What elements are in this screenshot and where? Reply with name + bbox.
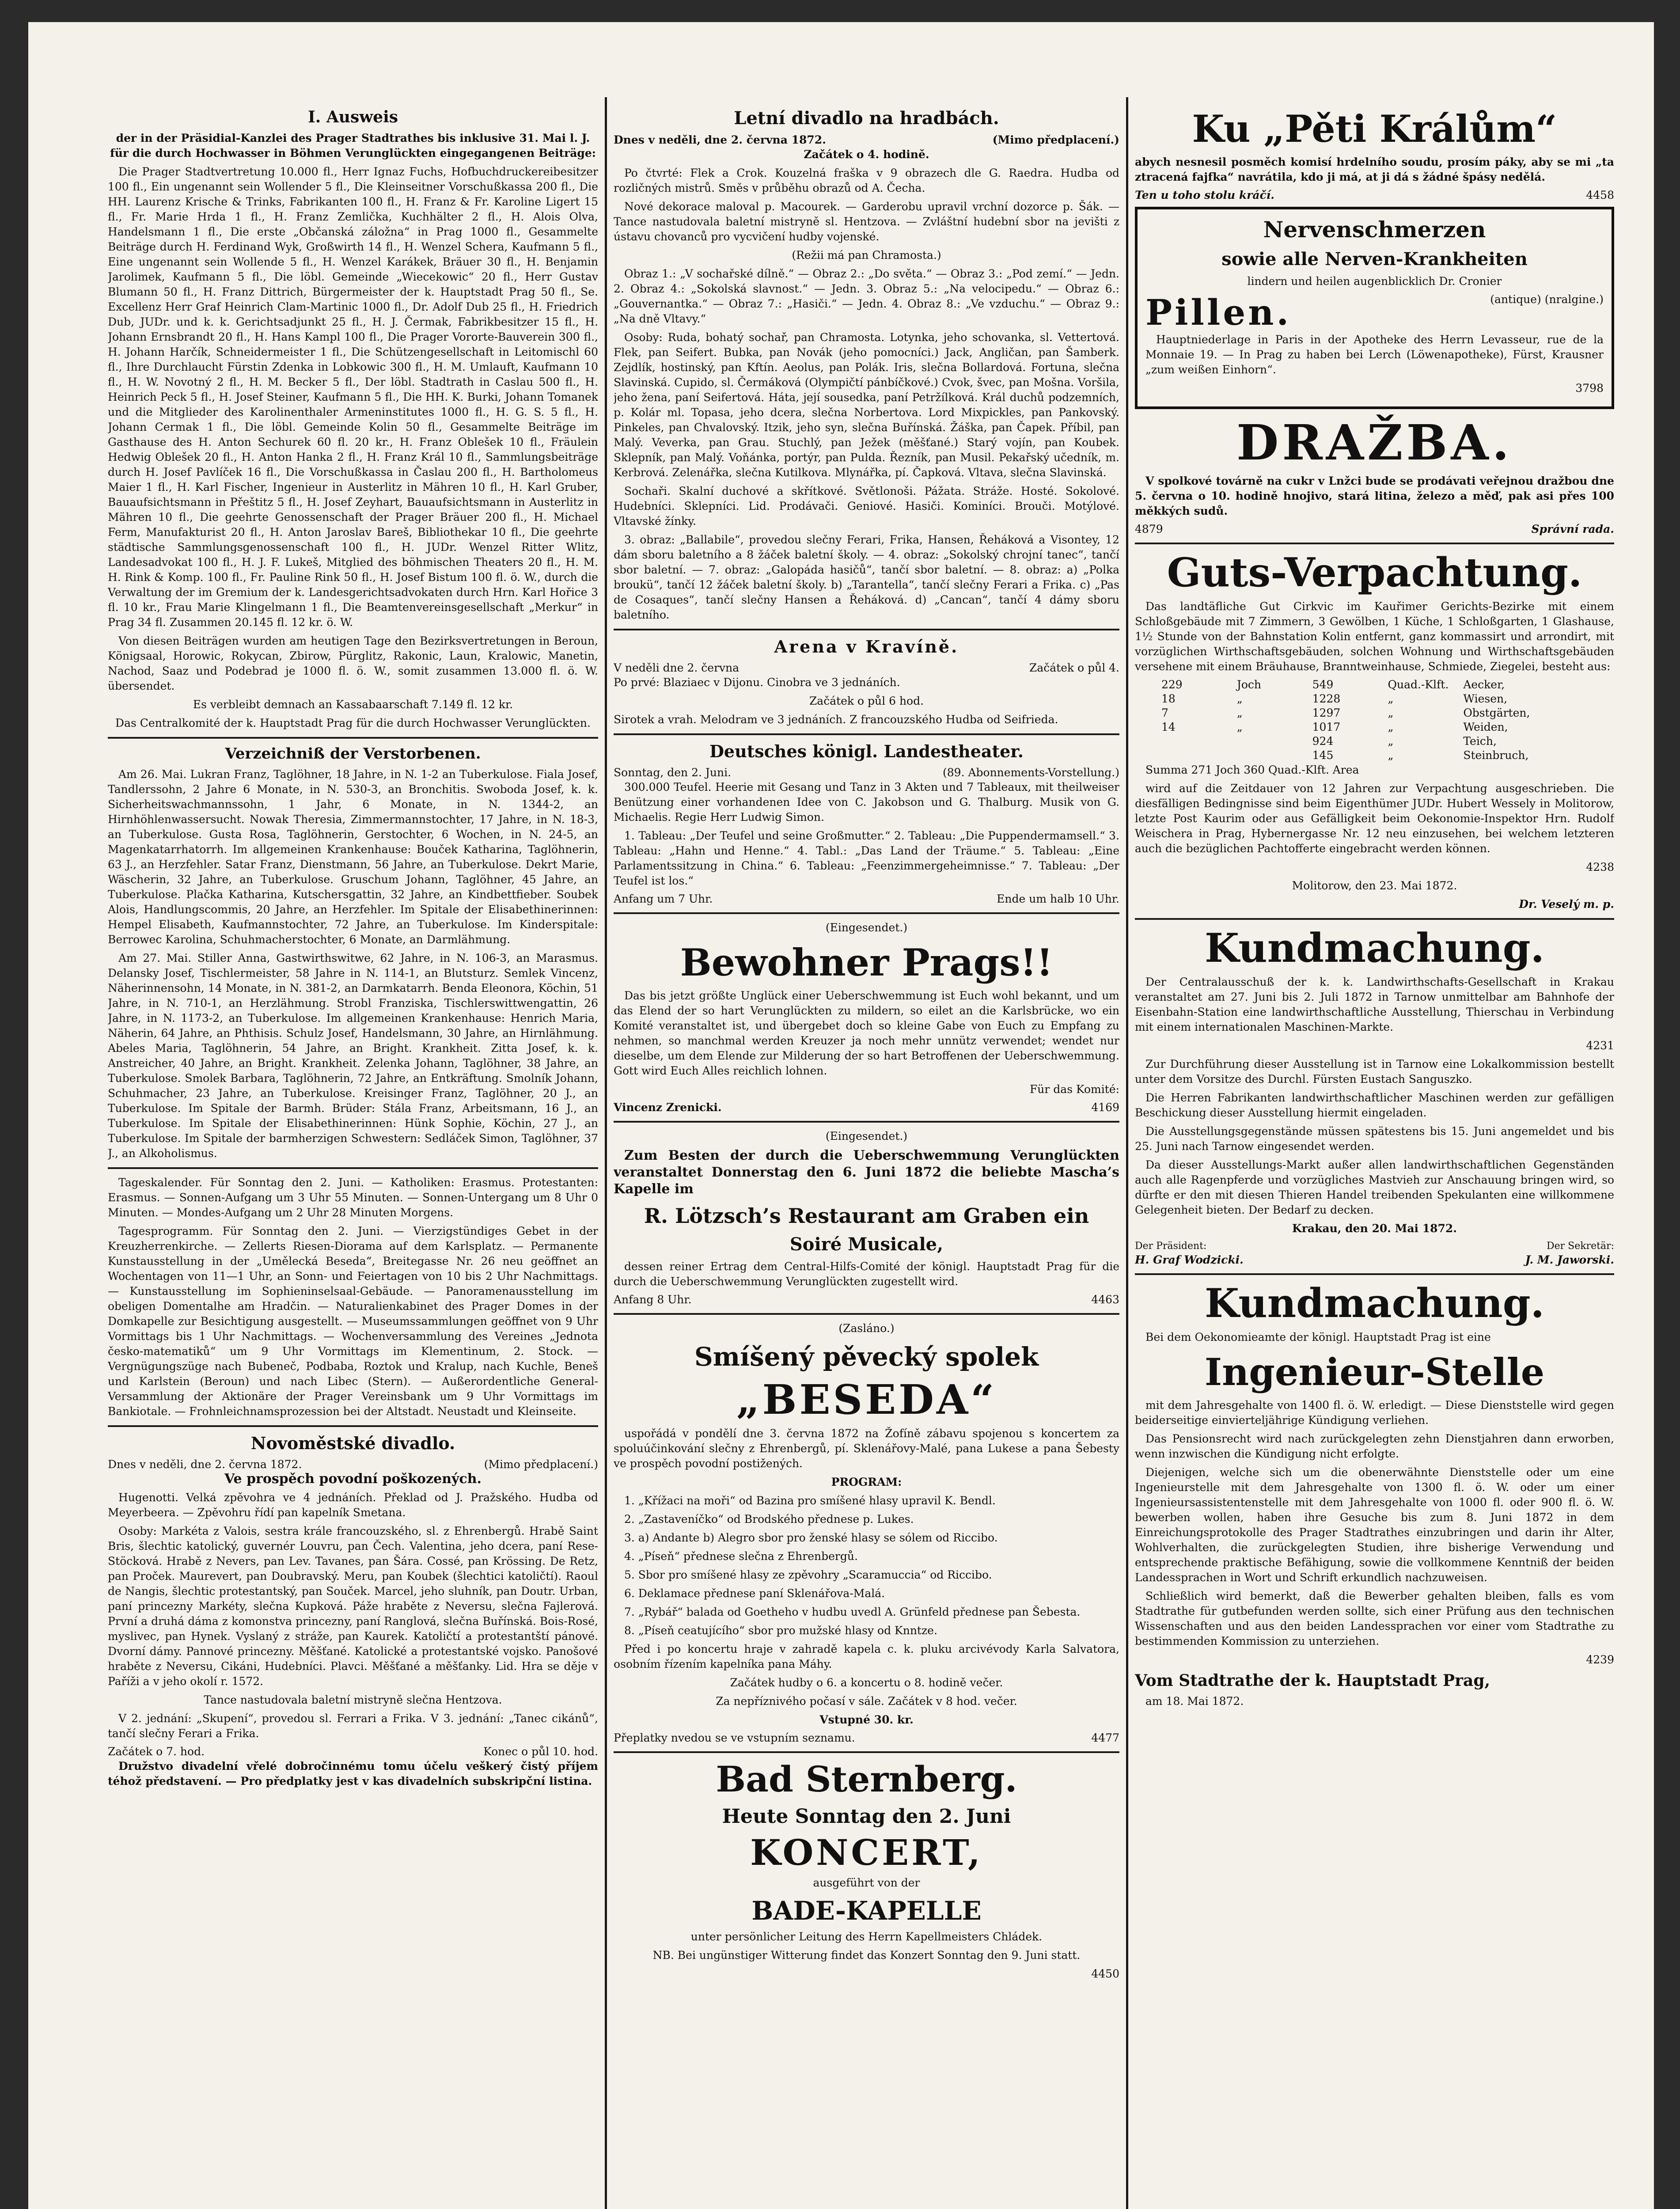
guts-item-amount: 549	[1312, 678, 1334, 691]
letni-osoby: Osoby: Ruda, bohatý sochař, pan Chramosta. Lotynka, jeho schovanka, sl. Vettertová. Flek, pan Seifert. Bubka, pan Novák (jeho pomocníci.) Jack, Angličan, pan Šamberk. Zejdlík, hostinský, pan Kftín. Aeolus, pan Polák. Iris, slečna Bollardová. Fortuna, slečna Slavinská. Cupido, sl. Čermáková (Olympičtí pánbíčkové.) Cvok, švec, pan Mošna. Voršila, jeho žena, paní Seifertová. Háta, její sousedka, paní Petržílková. Král duchů podzemních, p. Kolár ml. Topasa, jeho dcera, slečna Norbertova. Lord Mixpickles, pan Pankovský. Pinkeles, pan Chvalovský. Itzik, jeho syn, slečna Buřínská. Žáška, pan Čapek. Příbil, pan Malý. Veverka, pan Grau. Stuchlý, pan Ježek (měšťané.) Starý vojín, pan Koubek. Sklepník, pan Malý. Voňánka, portýr, pan Pulda. Řezník, pan Musil. Pekařský učedník, m. Kerbrová. Zelenářka, slečna Kutilkova. Mlynářka, pí. Čapková. Vltava, slečna Slavinská.	[614, 331, 1119, 479]
letni-obrazy: Obraz 1.: „V sochařské dílně.“ — Obraz 2.: „Do světa.“ — Obraz 3.: „Pod zemí.“ — Jedn. 2. Obraz 4.: „Sokolská slavnost.“ — Jedn. 3. Obraz 5.: „Na velocipedu.“ — Obraz 6.: „Gouvernantka.“ — Obraz 7.: „Hasiči.“ — Jedn. 4. Obraz 8.: „Ve vzduchu.“ — Obraz 9.: „Na dně Vltavy.“	[614, 267, 1119, 325]
guts-item-num: 14	[1161, 721, 1176, 733]
landestheater-end: Ende um halb 10 Uhr.	[997, 892, 1119, 905]
separator	[614, 912, 1119, 914]
bewohner-komite: Für das Komité:	[1029, 1083, 1119, 1096]
peti-kralu-body: abych nesnesil posměch komisí hrdelního soudu, prosím páky, aby se mi „ta ztracená fajfka“ navrátila, kdo ji má, at ji dá s žádné špásy nedělá.	[1135, 156, 1614, 183]
separator	[614, 1121, 1119, 1123]
soiree-time: Anfang 8 Uhr.	[614, 1293, 692, 1306]
bad-sternberg-date: Heute Sonntag den 2. Juni	[722, 1805, 1011, 1828]
tageskalender: Tageskalender. Für Sonntag den 2. Juni. — Katholiken: Erasmus. Protestanten: Erasmus. — Sonnen-Aufgang um 3 Uhr 55 Minuten. — Sonnen-Untergang um 8 Uhr 0 Minuten. — Mondes-Aufgang um 2 Uhr 28 Minuten Morgens.	[108, 1176, 598, 1219]
kundmachung-2-intro: Bei dem Oekonomieamte der königl. Hauptstadt Prag ist eine	[1145, 1331, 1491, 1344]
guts-sign: Dr. Veselý m. p.	[1519, 898, 1614, 911]
guts-place: Molitorow, den 23. Mai 1872.	[1292, 879, 1457, 892]
guts-items-table	[1135, 678, 1614, 763]
novomestske-date-row	[108, 1457, 598, 1472]
guts-item-amount: 1297	[1312, 706, 1341, 719]
ausweis-body: Die Prager Stadtvertretung 10.000 fl., Herr Ignaz Fuchs, Hofbuchdruckereibesitzer 100 fl., Ein ungenannt sein Wollender 5 fl., Die Kleinseitner Vorschußkassa 200 fl., Die HH. Laurenz Krische & Trinks, Fabrikanten 100 fl., H. Franz & Fr. Karoline Ligert 15 fl., Fr. Marie Hrda 1 fl., H. Franz Zemlička, Kuchhälter 2 fl., H. Alois Olva, Handelsmann 1 fl., Die erste „Občanská záložna“ in Prag 1000 fl., Gesammelte Beiträge durch H. Ferdinand Wyk, Großwirth 14 fl., H. Wenzel Schera, Kaufmann 5 fl., Eine ungenannt sein Wollende 5 fl., H. Wenzel Karákek, Bräuer 30 fl., H. Benjamin Jarolimek, Kaufmann 5 fl., Die löbl. Gemeinde „Wiecekowic“ 20 fl., Herr Gustav Blumann 50 fl., H. Franz Dittrich, Bürgermeister der k. Hauptstadt Prag 50 fl., Se. Excellenz Herr Graf Heinrich Clam-Martinic 1000 fl., Dr. Adolf Dub 25 fl., H. Friedrich Dub, JUDr. und k. k. Gerichtsadjunkt 25 fl., H. J. Čermak, Fabrikbesitzer 15 fl., H. Johann Ernsbrandt 20 fl., H. Hans Kampl 100 fl., Die Prager Vororte-Bauverein 300 fl., H. Johann Harčík, Schneidermeister 1 fl., Die Schützengesellschaft in Leitomischl 60 fl., Ihre Durchlaucht Fürstin Zdenka in Lobkowic 300 fl., H. M. Umlauft, Kaufmann 10 fl., H. W. Novotný 2 fl., H. M. Becker 5 fl., Der löbl. Stadtrath in Caslau 500 fl., H. Heinrich Peck 5 fl., H. Josef Steiner, Kaufmann 5 fl., Die HH. K. Burki, Johann Tomanek und die Mitglieder des Karolinenthaler Armeninstitutes 1000 fl., H. G. S. 5 fl., H. Johann Cermak 1 fl., Die löbl. Gemeinde Kolin 50 fl., Gesammelte Beiträge im Gasthause des H. Anton Sechurek 60 fl. 20 kr., H. Franz Oblešek 10 fl., Fräulein Hedwig Oblešek 20 fl., H. Anton Hanka 2 fl., H. Franz Král 10 fl., Sammlungsbeiträge durch H. Josef Pavlíček 16 fl., Die Vorschußkassa in Časlau 200 fl., H. Bartholomeus Maier 1 fl., H. Karl Fischer, Ingenieur in Austerlitz in Mähren 10 fl., H. Karl Gruber, Bauaufsichtsmann in Přeštitz 5 fl., H. Josef Zeyhart, Bauaufsichtsmann in Austerlitz in Mähren 10 fl., Die geehrte Genossenschaft der Prager Bräuer 200 fl., H. Michael Ferm, Manufakturist 20 fl., H. Anton Jaroslav Bareš, Bibliothekar 10 fl., Die geehrte städtische Sammlungsgenossenschaft 100 fl., H. JUDr. Wenzel Ritter Wlitz, Landesadvokat 100 fl., H. J. F. Lukeš, Mitglied des böhmischen Theaters 20 fl., H. M. H. Rink & Komp. 100 fl., Fr. Pauline Rink 50 fl., H. Josef Bistum 100 fl. ö. W., durch die Verwaltung der im Gremium der k. Landesgerichtsadvokaten durch Hrn. Karl Hořice 3 fl. 10 kr., Frau Marie Klingelmann 1 fl., Die Beamtenvereinsgesellschaft „Merkur“ in Prag 34 fl. Zusammen 20.145 fl. 12 kr. ö. W.	[108, 165, 598, 629]
column-1	[108, 102, 598, 2209]
guts-title: Guts-Verpachtung.	[1167, 549, 1582, 596]
guts-item-name: Weiden,	[1463, 721, 1508, 733]
column-2	[614, 102, 1119, 2209]
guts-item-num	[1161, 748, 1237, 763]
kundmachung-1-title: Kundmachung.	[1205, 925, 1544, 972]
spolek-title: Smíšený pěvecký spolek	[694, 1342, 1039, 1372]
beseda-title: „BESEDA“	[736, 1376, 997, 1423]
bade-kapelle: BADE-KAPELLE	[751, 1896, 982, 1926]
verstorbene-body: Am 26. Mai. Lukran Franz, Taglöhner, 18 Jahre, in N. 1-2 an Tuberkulose. Fiala Josef, Tandlerssohn, 2 Jahre 6 Monate, in N. 530-3, an Bronchitis. Swoboda Josef, k. k. Sicherheitswachmannssohn, 1 Jahr, 6 Monate, in N. 1344-2, an Hirnhöhlenwassersucht. Nowak Theresia, Zimmermannstochter, 17 Jahre, in N. 18-3, an Tuberkulose. Gusta Rosa, Taglöhnerin, Gerstochter, 6 Wochen, in N. 24-5, an Magenkatarrhatorrh. Im allgemeinen Krankenhause: Bouček Katharina, Taglöhnerin, 63 J., an Herzfehler. Satar Franz, Dienstmann, 56 Jahre, an Tuberkulose. Dekrt Marie, Wäscherin, 32 Jahre, an Tuberkulose. Gruschum Johann, Taglöhner, 45 Jahre, an Tuberkulose. Plačka Katharina, Kutschersgattin, 32 Jahre, an Kindbettfieber. Soubek Alois, Handlungscommis, 20 Jahre, an Herzfehler. Im Spitale der Elisabethinerinnen: Hempel Elisabeth, Kaufmannstochter, 72 Jahre, an Tuberkulose. Im Kinderspitale: Berrowec Karolina, Schuhmacherstochter, 6 Monate, an Darmlähmung.	[108, 768, 598, 946]
kundmachung-1-body3: Die Herren Fabrikanten landwirthschaftlicher Maschinen werden zur gefälligen Beschickung dieser Ausstellung hiermit eingeladen.	[1135, 1091, 1614, 1119]
program-item: 5. Sbor pro smíšené hlasy ze zpěvohry „Scaramuccia“ od Riccibo.	[624, 1568, 992, 1581]
letni-tance: 3. obraz: „Ballabile“, provedou slečny Ferari, Frika, Hansen, Řeháková a Visontey, 12 dám sboru baletního a 8 žáček baletní školy. — 4. obraz: „Sokolský chrojní tanec“, tančí sbor baletní. — 7. obraz: „Galopáda hasičů“, tančí sbor baletní. — 8. obraz: a) „Polka broukü“, tančí 12 žáček baletní školy. b) „Tarantella“, tančí slečny Ferari a Frika. c) „Pas de Cosaques“, tančí slečny Hansen a Řeháková. d) „Cancan“, tančí 4 dámy sboru baletního.	[614, 533, 1119, 621]
guts-body2: wird auf die Zeitdauer von 12 Jahren zur Verpachtung ausgeschrieben. Die diesfälligen Bedingnisse sind beim Eigenthümer JUDr. Hubert Wessely in Molitorow, letzte Post Kaurim oder aus Gefälligkeit beim Oekonomie-Inspektor Hrn. Rudolf Weischera in Prag, Hybernergasse Nr. 12 neu einzusehen, bei welchem letzteren auch die bezüglichen Pachtofferte eingebracht werden können.	[1135, 782, 1614, 855]
separator	[614, 1313, 1119, 1315]
beseda-weather: Za nepříznivého počasí v sále. Začátek v 8 hod. večer.	[716, 1695, 1017, 1708]
separator	[108, 1167, 598, 1169]
soiree-num: 4463	[1091, 1293, 1119, 1306]
landestheater-time-row	[614, 892, 1119, 906]
novomestske-end: Konec o půl 10. hod.	[483, 1745, 598, 1758]
novomestske-tance: Tance nastudovala baletní mistryně slečna Hentzova.	[204, 1693, 502, 1706]
letni-time: Začátek o 4. hodině.	[804, 148, 929, 161]
pillen-row	[1145, 292, 1604, 332]
tagesprogramm: Tagesprogramm. Für Sonntag den 2. Juni. — Vierzigstündiges Gebet in der Kreuzherrenkirche. — Zellerts Riesen-Diorama auf dem Karlsplatz. — Permanente Kunstausstellung in der „Umělecká Beseda“, Breitegasse Nr. 26 neu geöffnet an Wochentagen von 11—1 Uhr, an Sonn- und Feiertagen von 10 bis 2 Uhr Nachmittags. — Kunstausstellung im Sophieninselsaal-Gebäude. — Panoramenausstellung im obeligen Domentalhe am Hradčin. — Naturalienkabinet des Prager Domes in der Domkapelle zur Besichtigung ausgestellt. — Museumssammlungen geöffnet von 9 Uhr Vormittags bis 1 Uhr Nachmittags. — Wochenversammlung des Vereines „Jednota česko-matematiků“ um 9 Uhr Vormittags im Klementinum, 2. Stock. — Vergnügungszüge nach Bubeneč, Podbaba, Roztok und Kralup, nach Kuchle, Beneš und Karlstein (Beroun) und nach Libec (Stern). — Außerordentliche General-Versammlung der Aktionäre der Prager Vereinsbank um 9 Uhr Vormittags im Bankiotale. — Frohnleichnamsprozession bei der Altstadt. Neustadt und Kleinseite.	[108, 1225, 598, 1418]
nerven-ad	[1135, 207, 1614, 409]
landestheater-abo: (89. Abonnements-Vorstellung.)	[943, 766, 1119, 779]
bewohner-sign: Vincenz Zrenicki.	[614, 1101, 722, 1114]
verstorbene-title: Verzeichniß der Verstorbenen.	[225, 745, 481, 763]
kundmachung-2-body: mit dem Jahresgehalte von 1400 fl. ö. W. erledigt. — Diese Dienststelle wird gegen beiderseitige einvierteljährige Kündigung verliehen.	[1135, 1399, 1614, 1427]
program-item: 7. „Rybář“ balada od Goetheho v hudbu uvedl A. Grünfeld přednese pan Šebesta.	[624, 1606, 1081, 1618]
guts-item-row	[1135, 734, 1614, 748]
ausweis-title: I. Ausweis	[307, 108, 398, 126]
novomestske-footer: Družstvo divadelní vřelé dobročinnému tomu účelu veškerý čistý příjem téhož představení. — Pro předplatky jest v kas divadelních subskripční listina.	[108, 1760, 598, 1788]
beseda-tickets-row	[614, 1731, 1119, 1745]
letni-sochari: Sochaři. Skalní duchové a skřítkové. Světlonoši. Pážata. Stráže. Hosté. Sokolové. Hudebníci. Sklepníci. Lid. Prodávači. Geniové. Hasiči. Kominíci. Brouči. Motýlové. Vltavské žínky.	[614, 485, 1119, 528]
secretary-label: Der Sekretär:	[1546, 1241, 1614, 1252]
kundmachung-1-body4: Die Ausstellungsgegenstände müssen spätestens bis 15. Juni angemeldet und bis 25. Juni nach Tarnow eingesendet werden.	[1135, 1125, 1614, 1153]
secretary-name: J. M. Jaworski.	[1525, 1253, 1614, 1266]
guts-item-name: Obstgärten,	[1463, 706, 1530, 719]
letni-date-row	[614, 133, 1119, 147]
guts-item-unit: „	[1236, 721, 1243, 733]
ausweis-rest: Es verbleibt demnach an Kassabaarschaft 7.149 fl. 12 kr.	[193, 698, 513, 711]
novomestske-start: Začátek o 7. hod.	[108, 1745, 205, 1758]
peti-kralu-sign-row	[1135, 188, 1614, 202]
drazba-sign: Správní rada.	[1531, 523, 1614, 535]
bad-num: 4450	[1091, 1967, 1119, 1980]
guts-item-row	[1135, 706, 1614, 720]
letni-date-note: (Mimo předplacení.)	[992, 133, 1119, 146]
guts-item-name: Wiesen,	[1463, 692, 1508, 705]
landestheater-tableaux: 1. Tableau: „Der Teufel und seine Großmutter.“ 2. Tableau: „Die Puppendermamsell.“ 3. Tableau: „Hahn und Henne.“ 4. Tabl.: „Das Land der Träume.“ 5. Tableau: „Eine Parlamentssitzung in China.“ 6. Tableau: „Feenzimmergeheimnisse.“ 7. Tableau: „Der Teufel ist los.“	[614, 829, 1119, 887]
kundmachung-2-sign: Vom Stadtrathe der k. Hauptstadt Prag,	[1135, 1671, 1490, 1690]
kundmachung-2-num: 4239	[1586, 1653, 1614, 1666]
kundmachung-2-body3: Diejenigen, welche sich um die obenerwähnte Dienststelle oder um eine Ingenieurstelle mit dem Jahresgehalte von 1300 fl. ö. W. oder um einer Ingenieursassistentenstelle mit dem Jahresgehalte von 1000 fl. oder 900 fl. ö. W. bewerben wollen, haben ihre Gesuche bis zum 8. Juni 1872 in dem Einreichungsprotokolle des Prager Stadtrathes einzubringen und darin ihr Alter, Wohlverhalten, die zurückgelegten Studien, ihre bisherige Verwendung und entsprechende praktische Befähigung, sowie die vollkommene Kenntniß der beiden Landessprachen in Wort und Schrift erkundlich nachzuweisen.	[1135, 1466, 1614, 1584]
guts-item-num	[1161, 734, 1237, 748]
novomestske-osoby: Osoby: Markéta z Valois, sestra krále francouzského, sl. z Ehrenbergů. Hrabě Saint Bris, šlechtic katolický, guvernér Louvru, pan Čech. Valentina, jeho dcera, paní Rese-Stöcková. Hrabě z Nevers, pan Lev. Tavanes, pan Šára. Cossé, pan Krössing. De Retz, pan Proček. Maurevert, pan Doubravský. Meru, pan Koubek (šlechtici katoličtí). Raoul de Nangis, šlechtic protestantský, pan Souček. Marcel, jeho sluhník, pan Doutr. Urban, paní princezny Markéty, slečna Kupková. Páže hraběte z Neversu, slečna Fajlerová. První a druhá dáma z komonstva princezny, paní Ranglová, slečna Buřínská. Bois-Rosé, myslivec, pan Hynek. Vyslaný z stráže, pan Kaurek. Katoličtí a protestantští pánové. Dvorní dámy. Pannové princezny. Měšťané. Katolické a protestantské vojsko. Panošové hraběte z Neversu, Cikáni, Hudebníci. Plavci. Měšťané a měšťanky. Lid. Hra se děje v Paříži a v jeho okolí r. 1572.	[108, 1525, 598, 1688]
novomestske-time-row	[108, 1745, 598, 1759]
column-divider	[605, 97, 607, 2209]
guts-item-amount: 924	[1312, 735, 1334, 748]
guts-summa: Summa 271 Joch 360 Quad.-Klft. Area	[1145, 763, 1359, 776]
guts-item-row	[1135, 678, 1614, 692]
program-list	[614, 1493, 1119, 1638]
novomestske-benefit: Ve prospěch povodní poškozených.	[224, 1471, 482, 1487]
landestheater-title: Deutsches königl. Landestheater.	[709, 741, 1024, 761]
letni-body: Po čtvrté: Flek a Crok. Kouzelná fraška v 9 obrazech dle G. Raedra. Hudba od rozličných mistrů. Směs v průběhu obrazů od A. Čecha.	[614, 167, 1119, 194]
program-title: PROGRAM:	[831, 1476, 902, 1488]
guts-item-name: Steinbruch,	[1463, 749, 1529, 762]
nerven-line: lindern und heilen augenblicklich Dr. Cronier	[1247, 275, 1502, 288]
ausweis-intro: der in der Präsidial-Kanzlei des Prager Stadtrathes bis inklusive 31. Mai l. J. für die durch Hochwasser in Böhmen Verunglückten eingegangenen Beiträge:	[110, 132, 596, 159]
pillen-title: Pillen.	[1145, 292, 1292, 333]
program-item: 2. „Zastaveníčko“ od Brodského přednese p. Lukes.	[624, 1513, 914, 1526]
letni-date: Dnes v neděli, dne 2. června 1872.	[614, 133, 826, 146]
separator	[614, 629, 1119, 630]
arena-row1	[614, 661, 1119, 675]
separator	[1135, 1273, 1614, 1275]
landestheater-start: Anfang um 7 Uhr.	[614, 892, 713, 905]
guts-item-amount: 1228	[1312, 692, 1341, 705]
beseda-time: Začátek hudby o 6. a koncertu o 8. hodině večer.	[730, 1676, 1003, 1689]
novomestske-tance2: V 2. jednání: „Skupení“, provedou sl. Ferrari a Frika. V 3. jednání: „Tanec cikánů“, tančí slečny Ferari a Frika.	[108, 1712, 598, 1740]
novomestske-date: Dnes v neděli, dne 2. června 1872.	[108, 1458, 302, 1471]
guts-item-row	[1135, 720, 1614, 734]
ausgefuehrt: ausgeführt von der	[813, 1876, 920, 1889]
kundmachung-2-title: Kundmachung.	[1205, 1280, 1544, 1327]
landestheater-body: 300.000 Teufel. Heerie mit Gesang und Tanz in 3 Akten und 7 Tableaux, mit theilweiser Benützung einer vorhandenen Idee von C. Jakobson und G. Thalburg. Musik von G. Michaelis. Regie Herr Ludwig Simon.	[614, 781, 1119, 824]
president-name: H. Graf Wodzicki.	[1135, 1253, 1244, 1266]
guts-item-row	[1135, 692, 1614, 706]
bad-leitung: unter persönlicher Leitung des Herrn Kapellmeisters Chládek.	[690, 1930, 1043, 1943]
column-3	[1135, 102, 1614, 2209]
arena-title: Arena v Kravíně.	[774, 637, 959, 657]
nerven-num: 3798	[1575, 382, 1604, 395]
drazba-num: 4879	[1135, 523, 1163, 535]
program-item: 1. „Křížaci na moři“ od Bazina pro smíšené hlasy upravil K. Bendl.	[624, 1494, 996, 1507]
guts-item-uq: Quad.-Klft.	[1388, 678, 1449, 691]
guts-item-uq: „	[1388, 706, 1394, 719]
guts-item-unit: „	[1236, 692, 1243, 705]
eingesendet-label: (Eingesendet.)	[825, 921, 908, 934]
column-divider	[1126, 97, 1128, 2209]
guts-item-name: Teich,	[1463, 735, 1497, 748]
soiree-body2: dessen reiner Ertrag dem Central-Hilfs-Comité der königl. Hauptstadt Prag für die durch die Ueberschwemmung Verunglückten zugestellt wird.	[614, 1260, 1119, 1288]
guts-item-row	[1135, 748, 1614, 763]
beseda-entry: Vstupné 30. kr.	[819, 1713, 914, 1726]
program-item: 4. „Píseň“ přednese slečna z Ehrenbergů.	[624, 1550, 858, 1563]
guts-item-uq: „	[1388, 749, 1394, 762]
separator	[1135, 543, 1614, 544]
separator	[614, 733, 1119, 735]
arena-date: V neděli dne 2. června	[614, 661, 740, 674]
guts-item-name: Aecker,	[1463, 678, 1505, 691]
newspaper-page	[28, 22, 1654, 2209]
landestheater-date: Sonntag, den 2. Juni.	[614, 766, 732, 779]
guts-num: 4238	[1586, 861, 1614, 873]
bewohner-body: Das bis jetzt größte Unglück einer Ueberschwemmung ist Euch wohl bekannt, und um das Elend der so hart Verunglückten zu mildern, so eilet an die Karlsbrücke, wo ein Komité veranstaltet ist, und übergebet doch so kleine Gabe von Euch zu Empfang zu nehmen, so manchmal werden Kreuzer ja noch mehr unnütz verwendet; wendet nur dieselbe, um dem Elende zur Milderung der so hart Betroffenen der Ueberschwemmung. Gott wird Euch Alles reichlich lohnen.	[614, 989, 1119, 1077]
nerven-title: Nervenschmerzen	[1263, 216, 1486, 243]
guts-item-unit: Joch	[1236, 678, 1262, 691]
guts-item-unit	[1237, 734, 1312, 748]
peti-kralu-num: 4458	[1586, 189, 1614, 201]
bewohner-num: 4169	[1091, 1101, 1119, 1114]
zaslano-label: (Zasláno.)	[838, 1322, 895, 1335]
kundmachung-1-body2: Zur Durchführung dieser Ausstellung ist in Tarnow eine Lokalkommission bestellt unter dem Vorsitze des Durchl. Fürsten Eustach Sanguszko.	[1135, 1058, 1614, 1086]
kundmachung-1-body: Der Centralausschuß der k. k. Landwirthschafts-Gesellschaft in Krakau veranstaltet am 27. Juni bis 2. Juli 1872 in Tarnow unmittelbar am Bahnhofe der Eisenbahn-Station eine landwirthschaftliche Ausstellung, Thierschau in Verbindung mit einem internationalen Maschinen-Markte.	[1135, 975, 1614, 1033]
kundmachung-1-num: 4231	[1586, 1039, 1614, 1052]
peti-kralu-title: Ku „Pěti Králům“	[1192, 107, 1557, 151]
novomestske-body: Hugenotti. Velká zpěvohra ve 4 jednáních. Překlad od J. Pražského. Hudba od Meyerbeera. — Zpěvohru řídí pan kapelník Smetana.	[108, 1491, 598, 1519]
bad-sternberg-title: Bad Sternberg.	[716, 1758, 1017, 1800]
guts-item-amount: 145	[1312, 749, 1334, 762]
peti-kralu-sign: Ten u toho stolu kráčí.	[1135, 189, 1274, 201]
separator	[108, 737, 598, 739]
kundmachung-1-place: Krakau, den 20. Mai 1872.	[1292, 1222, 1457, 1235]
separator	[108, 1425, 598, 1427]
drazba-body: V spolkové továrně na cukr v Lnžci bude se prodávati veřejnou dražbou dne 5. června o 10. hodině hnojivo, stará litina, železo a měď, pak asi přes 100 měkkých sudů.	[1135, 474, 1614, 517]
program-item: 8. „Píseň ceatujícího“ sbor pro mužské hlasy od Knntze.	[624, 1624, 937, 1637]
letni-body2: Nové dekorace maloval p. Macourek. — Garderobu upravil vrchní dozorce p. Šák. — Tance nastudovala baletní mistryně sl. Hentzova. — Zvláštní hudební sbor na jevišti z ústavu chovanců pro vycvičení hudby vojenské.	[614, 200, 1119, 243]
novomestske-date-note: (Mimo předplacení.)	[484, 1458, 598, 1471]
soiree-title: Soiré Musicale,	[789, 1234, 944, 1255]
separator	[614, 1751, 1119, 1753]
guts-item-uq: „	[1388, 721, 1394, 733]
konzert-title: KONCERT,	[750, 1832, 983, 1873]
arena-play1: Po prvé: Blaziaec v Dijonu. Cinobra ve 3 jednáních.	[614, 676, 900, 689]
guts-item-amount: 1017	[1312, 721, 1341, 733]
president-label: Der Präsident:	[1135, 1241, 1207, 1252]
soiree-time-row	[614, 1293, 1119, 1307]
kundmachung-2-body4: Schließlich wird bemerkt, daß die Bewerber gehalten bleiben, falls es vom Stadtrathe für gutbefunden werden sollte, sich einer Prüfung aus den technischen Wissenschaften und aus den beiden Landessprachen vor einer vom Stadtrathe zu bestimmenden Kommission zu unterziehen.	[1135, 1590, 1614, 1647]
drazba-title: DRAŽBA.	[1236, 414, 1513, 471]
separator	[1135, 918, 1614, 920]
arena-start: Začátek o půl 4.	[1029, 661, 1119, 674]
verstorbene-body2: Am 27. Mai. Stiller Anna, Gastwirthswitwe, 62 Jahre, in N. 106-3, an Marasmus. Delansky Josef, Tischlermeister, 58 Jahre in N. 114-1, an Blutsturz. Semlek Vincenz, Näherinnensohn, 14 Monate, in N. 381-2, an Darmkatarrh. Benda Eleonora, Köchin, 51 Jahre, in N. 710-1, an Herzlähmung. Strobl Franziska, Tischlerswittwengattin, 26 Jahre, in N. 1173-2, an Tuberkulose. Im allgemeinen Krankenhause: Henrich Maria, Näherin, 64 Jahre, an Phthisis. Schulz Josef, Handelsmann, 30 Jahre, an Hirnlähmung. Abeles Maria, Taglöhnerin, 54 Jahre, an Bright. Krankheit. Zitta Josef, k. k. Anstreicher, 40 Jahre, an Bright. Krankheit. Zelenka Johann, Taglöhner, 38 Jahre, an Tuberkulose. Smolek Barbara, Taglöhnerin, 72 Jahre, an Entkräftung. Smolník Johann, Schuhmacher, 23 Jahre, an Tuberkulose. Kreisinger Franz, Taglöhner, 20 J., an Tuberkulose. Im Spitale der Barmh. Brüder: Stála Franz, Arbeitsmann, 16 J., an Tuberkulose. Im Spitale der Elisabethinerinnen: Hünk Sophie, Köchin, 27 J., an Tuberkulose. Im Spitale der barmherzigen Schwestern: Sedláček Simon, Taglöhner, 37 J., an Alkoholismus.	[108, 952, 598, 1160]
nerven-body: Hauptniederlage in Paris in der Apotheke des Herrn Levasseur, rue de la Monnaie 19. — In Prag zu haben bei Lerch (Löwenapotheke), Fürst, Krausner „zum weißen Einhorn“.	[1145, 333, 1604, 376]
kundmachung-2-body2: Das Pensionsrecht wird nach zurückgelegten zehn Dienstjahren dann erworben, wenn inzwischen die Kündigung nicht erfolgte.	[1135, 1432, 1614, 1460]
guts-item-num: 7	[1161, 706, 1168, 719]
program-item: 3. a) Andante b) Alegro sbor pro ženské hlasy se sólem od Riccibo.	[624, 1531, 998, 1544]
program-item: 6. Deklamace přednese paní Sklenářova-Malá.	[624, 1587, 885, 1600]
restaurant-name: R. Lötzsch’s Restaurant am Graben ein	[644, 1204, 1089, 1228]
guts-item-uq: „	[1388, 735, 1394, 748]
guts-body: Das landtäfliche Gut Cirkvic im Kauřimer Gerichts-Bezirke mit einem Schloßgebäude mit 7 Zimmern, 3 Gewölben, 1 Küche, 1 Schloßgarten, 1 Glashause, 1½ Stunde von der Bahnstation Kolin entfernt, ganz kommassirt und arrondirt, mit vorzüglichen Wirthschaftsgebäuden, solchen Wohnung und Wirthschaftsgebäuden versehene mit einem Bräuhause, Branntweinhause, Schmiede, Ziegelei, besteht aus:	[1135, 600, 1614, 673]
beseda-note: Před i po koncertu hraje v zahradě kapela c. k. pluku arcivévody Karla Salvatora, osobním řízením kapelníka pana Máhy.	[614, 1643, 1119, 1670]
soiree-body: Zum Besten der durch die Ueberschwemmung Verunglückten veranstaltet Donnerstag den 6. Juni 1872 die beliebte Mascha’s Kapelle im	[614, 1148, 1119, 1197]
ausweis-sign: Das Centralkomité der k. Hauptstadt Prag für die durch Hochwasser Verunglückten.	[115, 717, 591, 729]
drazba-sign-row	[1135, 522, 1614, 536]
beseda-intro: uspořádá v pondělí dne 3. června 1872 na Žofíně zábavu spojenou s koncertem za spoluúčinkování slečny z Ehrenbergů, pí. Sklenářovy-Malé, pana Lukese a pana Šebesty ve prospěch povodní postižených.	[614, 1427, 1119, 1470]
guts-item-unit	[1237, 748, 1312, 763]
bad-nb: NB. Bei ungünstiger Witterung findet das Konzert Sonntag den 9. Juni statt.	[652, 1949, 1081, 1962]
bewohner-title: Bewohner Prags!!	[680, 941, 1053, 984]
kundmachung-2-date: am 18. Mai 1872.	[1145, 1695, 1244, 1708]
kundmachung-1-body5: Da dieser Ausstellungs-Markt außer allen landwirthschaftlichen Gegenständen auch alle Ragenpferde und vorzügliches Mastvieh zur Anschauung bringen wird, so dürfte er den mit diesen Thieren Handel treibenden Spekulanten eine willkommene Gelegenheit bieten. Der Bedarf zu decken.	[1135, 1158, 1614, 1216]
guts-item-num: 18	[1161, 692, 1176, 705]
guts-item-uq: „	[1388, 692, 1394, 705]
novomestske-title: Novoměstské divadlo.	[250, 1433, 455, 1453]
ingenieur-stelle-title: Ingenieur-Stelle	[1204, 1350, 1545, 1394]
letni-title: Letní divadlo na hradbách.	[734, 108, 999, 129]
arena-start2: Začátek o půl 6 hod.	[809, 695, 924, 707]
beseda-num: 4477	[1091, 1731, 1119, 1744]
bewohner-sign-row	[614, 1101, 1119, 1115]
arena-play2: Sirotek a vrah. Melodram ve 3 jednáních. Z francouzského Hudba od Seifrieda.	[614, 713, 1058, 726]
beseda-tickets: Přeplatky nvedou se ve vstupním seznamu.	[614, 1731, 855, 1744]
kundmachung-1-signatures	[1135, 1253, 1614, 1267]
ausweis-body2: Von diesen Beiträgen wurden am heutigen Tage den Bezirksvertretungen in Beroun, Königsaal, Horowic, Rokycan, Zbirow, Pürglitz, Rakonic, Laun, Kralowic, Manetin, Nachod, Saaz und Podebrad je 1000 fl. ö. W., somit zusammen 13.000 fl. ö. W. übersendet.	[108, 634, 598, 692]
guts-item-unit: „	[1236, 706, 1243, 719]
landestheater-date-row	[614, 766, 1119, 780]
guts-item-num: 229	[1161, 678, 1183, 691]
kundmachung-1-labels	[1135, 1240, 1614, 1253]
letni-rezie: (Režii má pan Chramosta.)	[792, 249, 941, 262]
nerven-sub: sowie alle Nerven-Krankheiten	[1221, 249, 1528, 269]
eingesendet-label-2: (Eingesendet.)	[825, 1130, 908, 1142]
pillen-note: (antique) (nralgine.)	[1490, 293, 1604, 306]
